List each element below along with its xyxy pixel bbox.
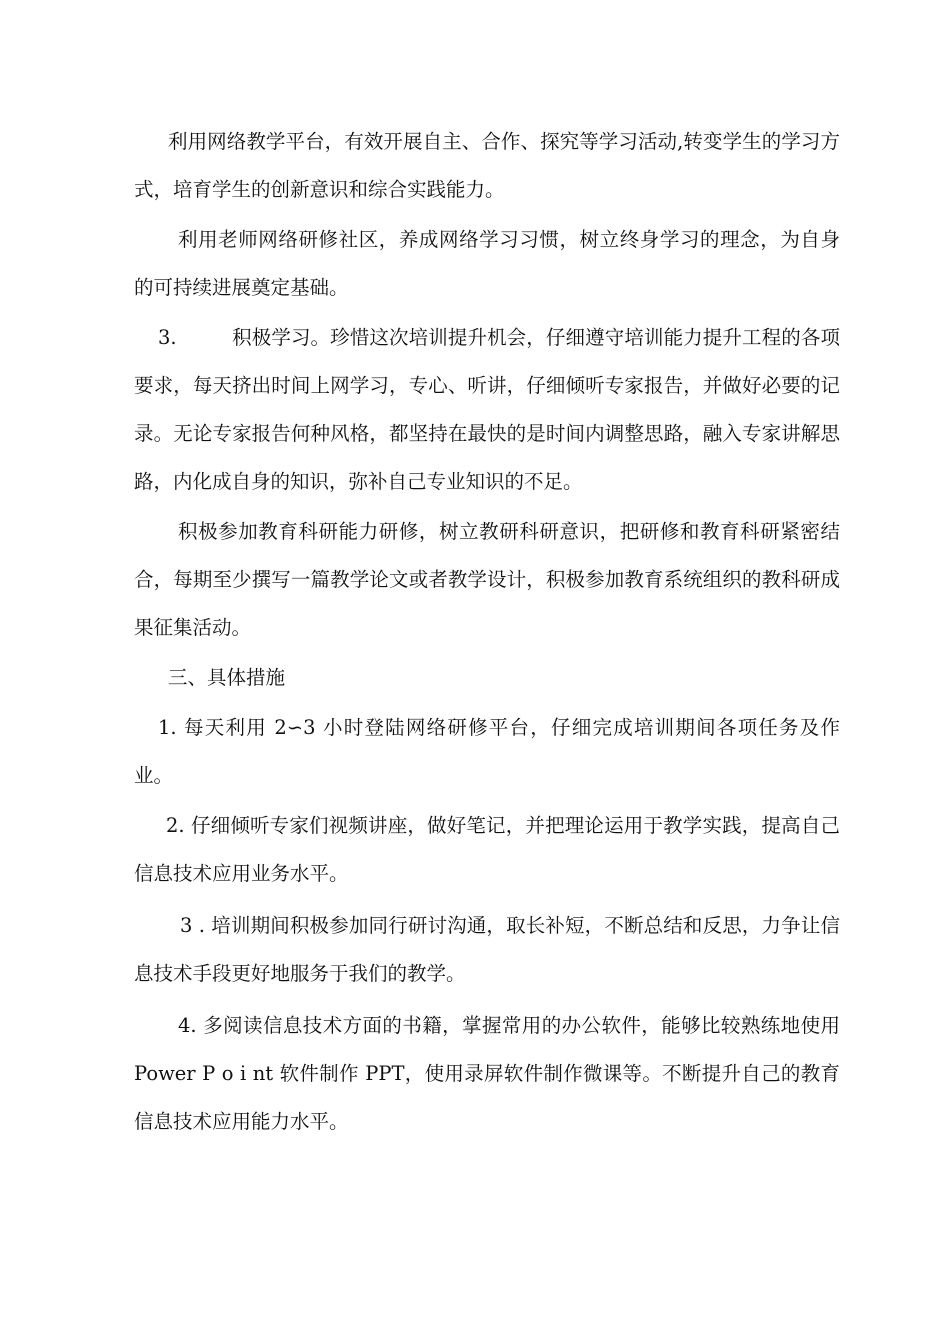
measure-item-1: 1. 每天利用 2∽3 小时登陆网络研修平台，仔细完成培训期间各项任务及作业。	[134, 716, 840, 787]
paragraph-research: 积极参加教育科研能力研修，树立教研科研意识，把研修和教育科研紧密结合，每期至少撰写一篇教学论文或者教学设计，积极参加教育系统组织的教科研成果征集活动。	[134, 520, 840, 639]
section-heading: 三、具体措施	[168, 666, 286, 689]
measure-item-4: 4. 多阅读信息技术方面的书籍，掌握常用的办公软件，能够比较熟练地使用 Power P o i nt 软件制作 PPT，使用录屏软件制作微课等。不断提升自己的教育信息技术应用能力水平。	[134, 1014, 840, 1133]
paragraph-network-platform: 利用网络教学平台，有效开展自主、合作、探究等学习活动,转变学生的学习方式，培育学生的创新意识和综合实践能力。	[134, 130, 840, 201]
item-3-number: 3.	[158, 326, 177, 349]
paragraph-teacher-community: 利用老师网络研修社区，养成网络学习习惯，树立终身学习的理念，为自身的可持续进展奠定基础。	[134, 228, 840, 299]
measure-item-2: 2. 仔细倾听专家们视频讲座，做好笔记，并把理论运用于教学实践，提高自己信息技术应用业务水平。	[134, 814, 840, 885]
item-3-text: 积极学习。珍惜这次培训提升机会，仔细遵守培训能力提升工程的各项要求，每天挤出时间上网学习，专心、听讲，仔细倾听专家报告，并做好必要的记录。无论专家报告何种风格，都坚持在最快的是时间内调整思路，融入专家讲解思路，内化成自身的知识，弥补自己专业知识的不足。	[134, 326, 840, 493]
paragraph-item-3	[134, 314, 840, 506]
measure-item-3: 3 . 培训期间积极参加同行研讨沟通，取长补短，不断总结和反思，力争让信息技术手段更好地服务于我们的教学。	[134, 914, 840, 985]
document-body	[134, 118, 840, 1148]
